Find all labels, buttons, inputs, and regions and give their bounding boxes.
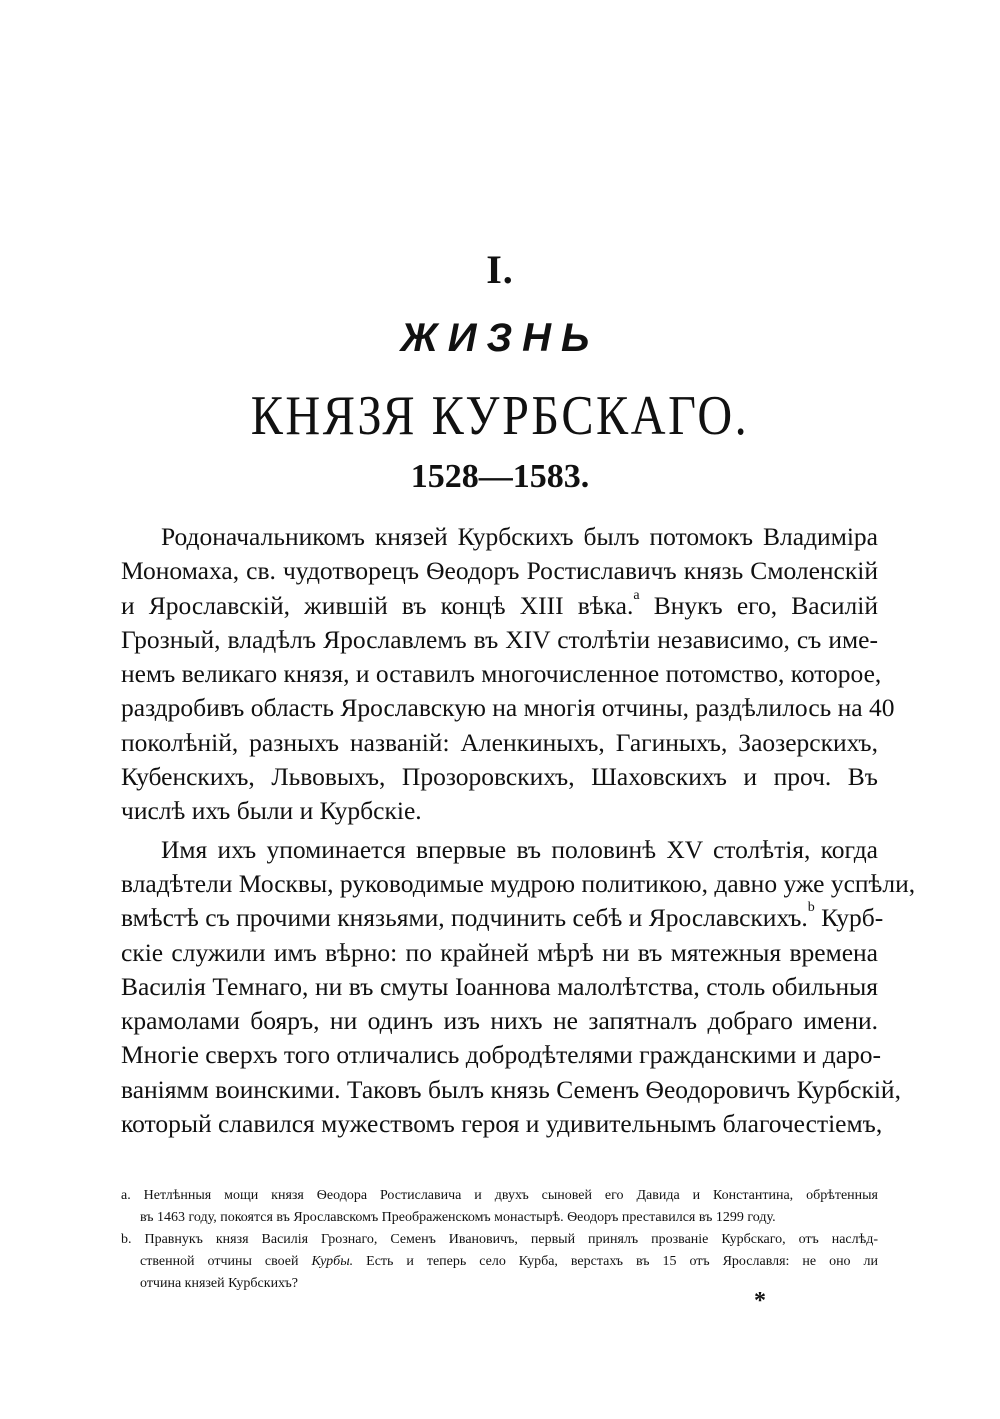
footnote-text: ственной отчины своей <box>140 1254 299 1269</box>
footnote-italic: Курбы. <box>311 1254 354 1269</box>
body-line: раздробивъ область Ярославскую на многія отчины, раздѣлилось на 40 <box>121 693 895 723</box>
signature-mark: * <box>754 1288 766 1314</box>
body-line: Василія Темнаго, ни въ смуты Іоаннова малолѣтства, столь обильныя <box>121 971 878 1001</box>
chapter-number: I. <box>486 247 514 292</box>
body-line-text: Курб- <box>821 903 884 933</box>
body-line: Мономаха, св. чудотворецъ Ѳеодоръ Ростиславичъ князь Смоленскій <box>121 556 878 586</box>
body-line-text: вмѣстѣ съ прочими князьями, подчинить себѣ и Ярославскихъ. <box>121 903 808 933</box>
footnote-b-cont: отчина князей Курбскихъ? <box>140 1276 298 1291</box>
footnote-text: Нетлѣнныя мощи князя Ѳеодора Ростиславича и двухъ сыновей его Давида и Константина, обрѣтенныя <box>143 1188 878 1203</box>
chapter-title-line2: КНЯЗЯ КУРБСКАГО. <box>250 385 750 447</box>
footnote-b <box>121 1229 878 1251</box>
body-line: Многіе сверхъ того отличались добродѣтелями гражданскими и даро- <box>121 1040 882 1070</box>
footnote-mark-a: a <box>633 587 640 603</box>
footnote-text: Есть и теперь село Курба, верстахъ въ 15 отъ Ярославля: не оно ли <box>366 1254 879 1269</box>
footnote-label: b. <box>121 1232 132 1247</box>
footnote-a-cont: въ 1463 году, покоятся въ Ярославскомъ Преображенскомъ монастырѣ. Ѳеодоръ преставился въ 1299 году. <box>140 1210 776 1225</box>
footnote-mark-b: b <box>807 900 815 916</box>
body-line-text: и Ярославскій, жившій въ концѣ XIII вѣка. <box>121 590 634 620</box>
body-line: Родоначальникомъ князей Курбскихъ былъ потомокъ Владиміра <box>161 522 878 551</box>
body-line <box>121 589 878 623</box>
footnotes <box>121 1185 878 1295</box>
body-line: крамолами бояръ, ни одинъ изъ нихъ не запятналъ добраго имени. <box>121 1006 878 1036</box>
chapter-title-line1: ЖИЗНЬ <box>400 316 600 360</box>
body-line: Кубенскихъ, Львовыхъ, Прозоровскихъ, Шаховскихъ и проч. Въ <box>121 762 878 792</box>
body-line: скіе служили имъ вѣрно: по крайней мѣрѣ ни въ мятежныя времена <box>121 937 878 967</box>
chapter-dates: 1528—1583. <box>410 458 590 495</box>
footnote-b-cont <box>121 1251 878 1273</box>
body-line: немъ великаго князя, и оставилъ многочисленное потомство, которое, <box>121 659 882 689</box>
body-line: поколѣній, разныхъ названій: Аленкиныхъ, Гагиныхъ, Заозерскихъ, <box>121 727 878 757</box>
footnote-a <box>121 1185 878 1207</box>
body-line: владѣтели Москвы, руководимые мудрою политикою, давно уже успѣли, <box>121 868 916 898</box>
footnote-text: Правнукъ князя Василія Грознаго, Семенъ Ивановичъ, первый принялъ прозваніе Курбскаго, отъ наслѣд- <box>144 1232 879 1247</box>
body-line: числѣ ихъ были и Курбскіе. <box>121 796 422 826</box>
footnote-label: a. <box>121 1188 131 1203</box>
body-line: ваніямм воинскими. Таковъ былъ князь Семенъ Ѳеодоровичъ Курбскій, <box>121 1074 901 1104</box>
body-line: который славился мужествомъ героя и удивительнымъ благочестіемъ, <box>121 1109 883 1139</box>
body-line: Грозный, владѣлъ Ярославлемъ въ XIV столѣтіи независимо, съ име- <box>121 624 878 654</box>
body-line-text: Внукъ его, Василій <box>653 590 879 620</box>
body-text <box>121 520 916 1141</box>
body-line: Имя ихъ упоминается впервые въ половинѣ XV столѣтія, когда <box>161 834 878 864</box>
body-line <box>121 900 884 935</box>
